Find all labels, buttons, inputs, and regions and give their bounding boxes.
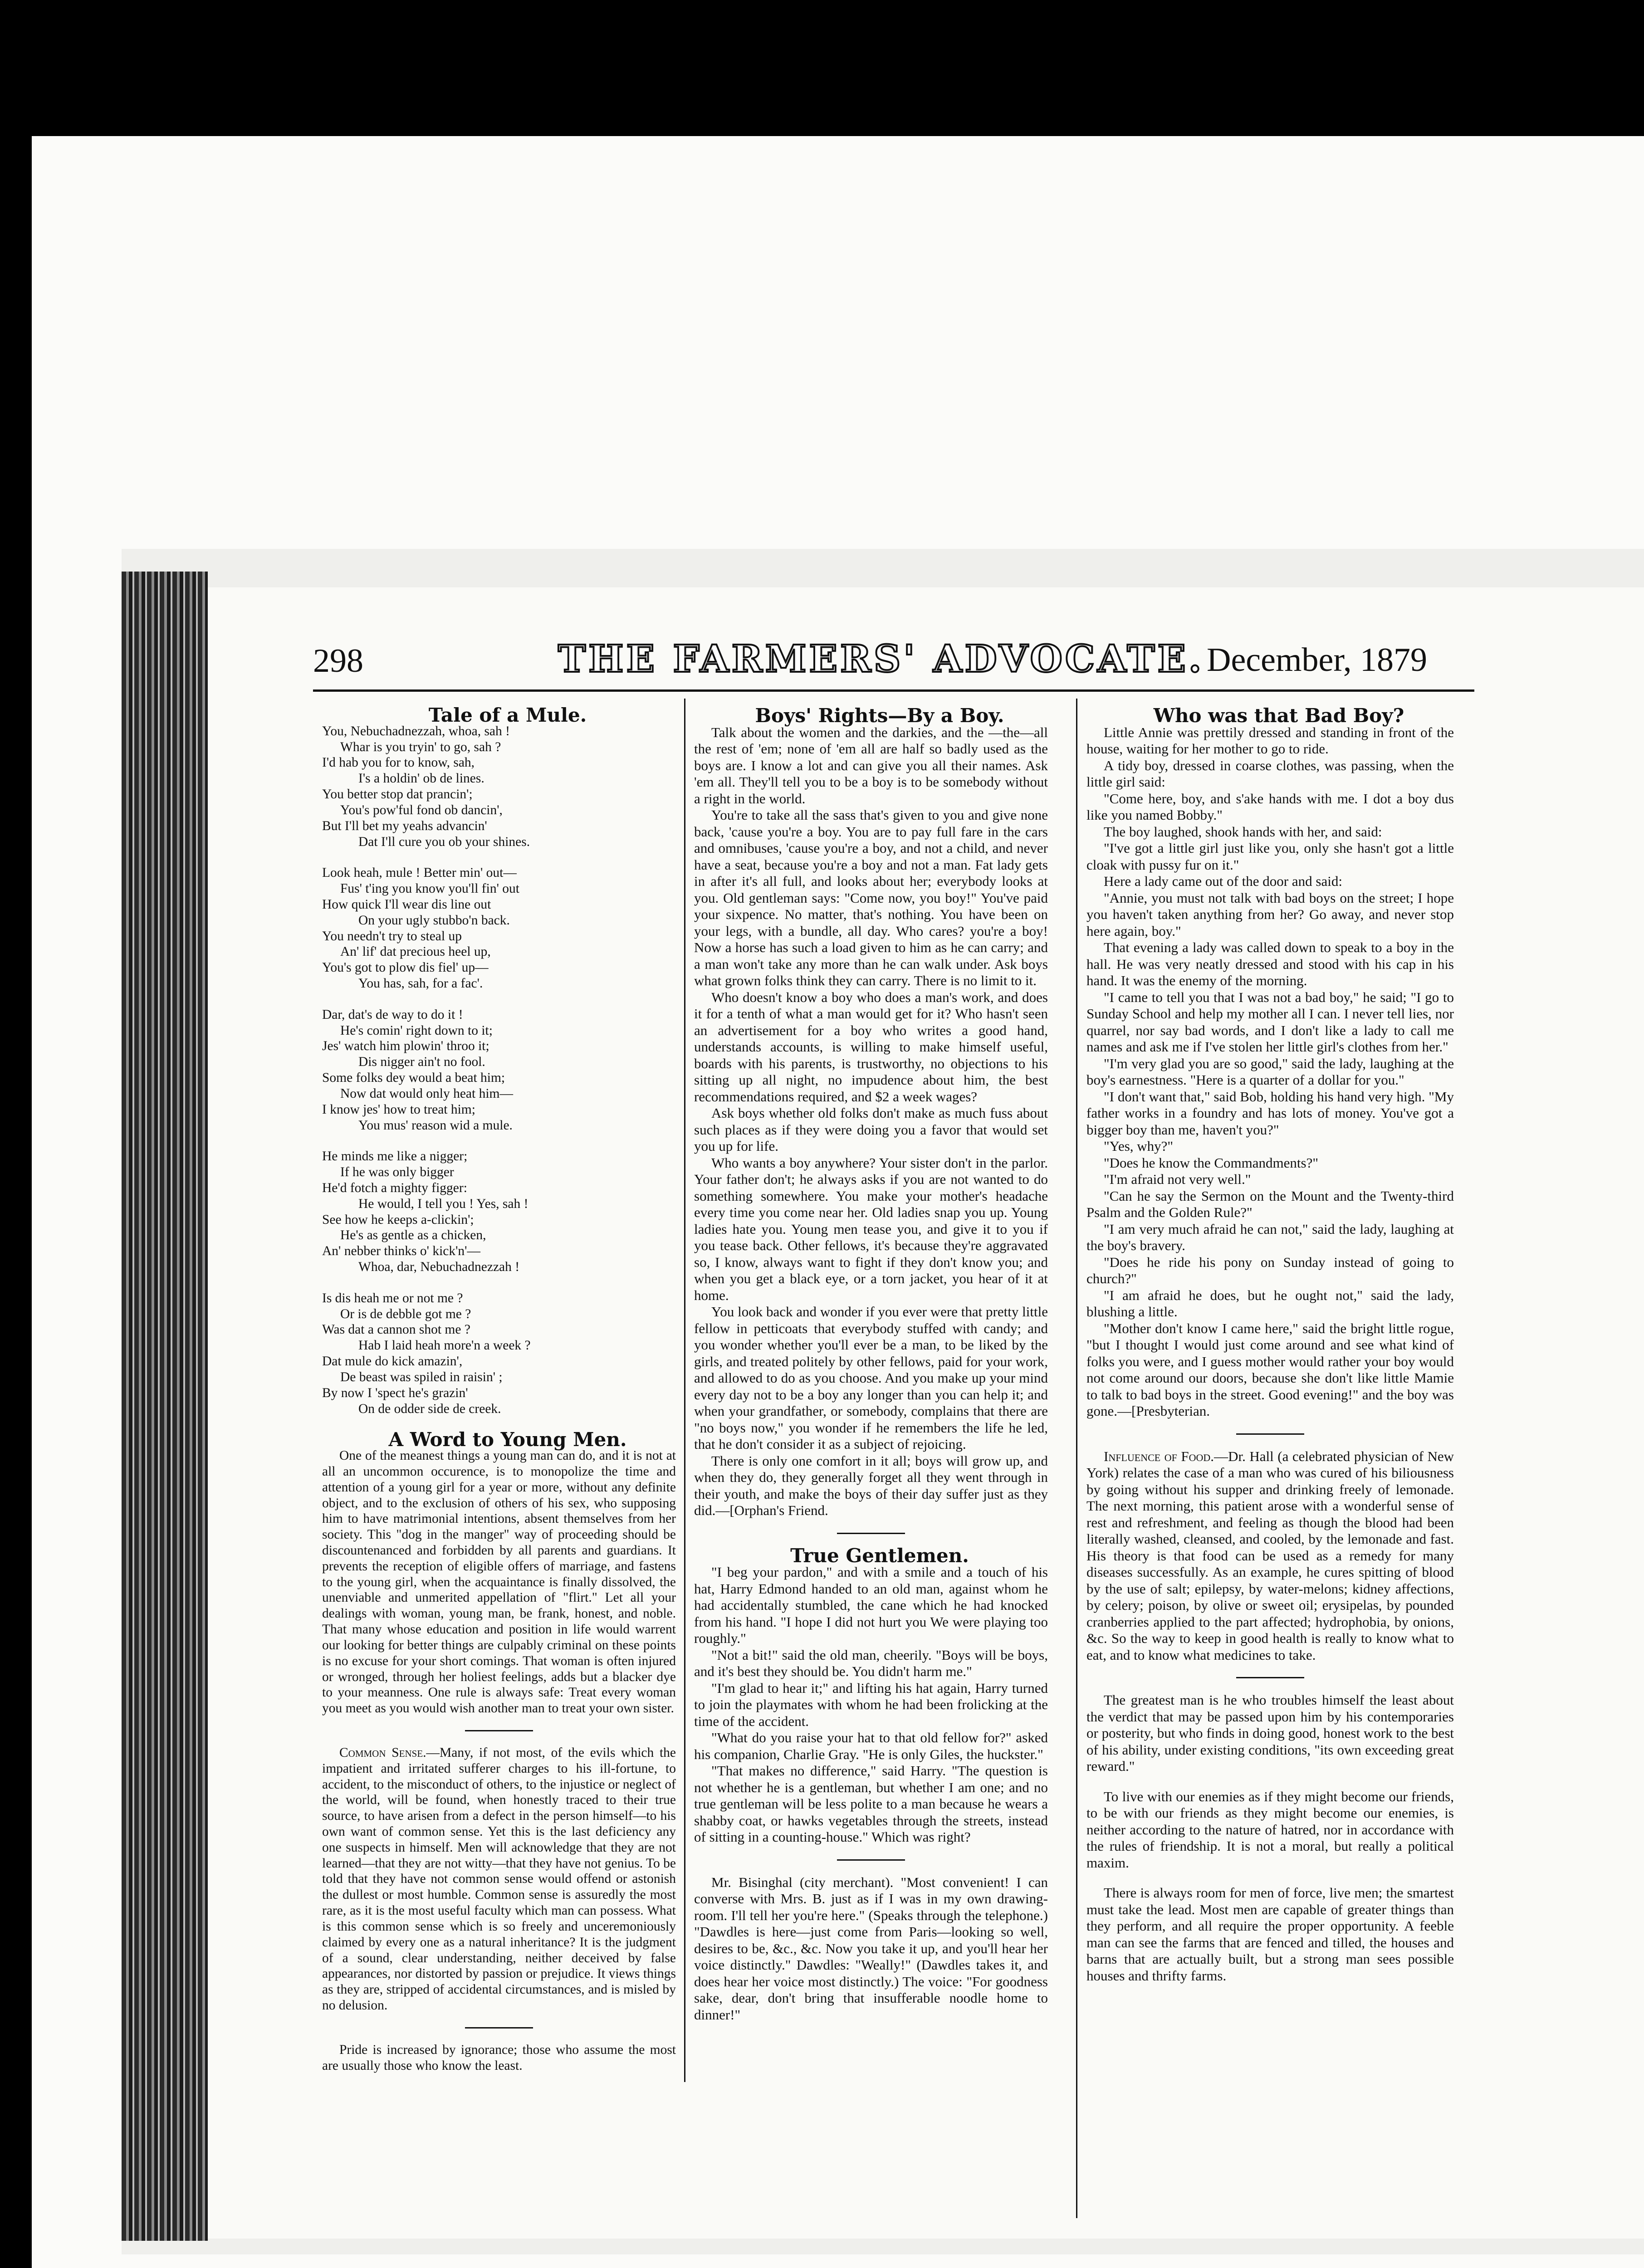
poem-line: Whar is you tryin' to go, sah ? [340,739,501,754]
paragraph: There is only one comfort in it all; boys will grow up, and when they do, they generally forget all they went through in their youth, and make the boys of their day suffer just as they did.—[Orphan's Friend. [694,1452,1048,1518]
poem-line: But I'll bet my yeahs advancin' [322,818,487,833]
poem-line: An' nebber thinks o' kick'n'— [322,1244,480,1259]
poem-line: On your ugly stubbo'n back. [358,913,510,928]
paragraph: "What do you raise your hat to that old fellow for?" asked his companion, Charlie Gray. "He is only Giles, the huckster." [694,1730,1048,1762]
poem-line: You mus' reason wid a mule. [358,1118,513,1133]
paragraph: "Does he ride his pony on Sunday instead of going to church?" [1086,1254,1454,1286]
paragraph: A tidy boy, dressed in coarse clothes, was passing, when the little girl said: [1086,757,1454,790]
bad-boy-title: Who was that Bad Boy? [1153,704,1404,727]
paragraph: The boy laughed, shook hands with her, and said: [1104,823,1382,840]
paragraph: Who doesn't know a boy who does a man's work, and does it for a tenth of what a man would get for it? Who hasn't seen an advertisement for a boy who writes a good hand, understands accounts, is willing to make himself useful, boards with his parents, is trustworthy, no objections to his sitting up all night, no impudence about him, the best recommendations required, and $2 a week wages? [694,989,1048,1105]
paragraph: "I beg your pardon," and with a smile and a touch of his hat, Harry Edmond handed to an old man, against whom he had accidentally stumbled, the cane which he had knocked from his hand. "I hope I did not hurt you We were playing too roughly." [694,1564,1048,1646]
true-gentlemen-article [694,1564,1048,1846]
poem-line: You needn't try to steal up [322,929,462,943]
paragraph: Ask boys whether old folks don't make as much fuss about such places as if they were doing you a favor that would set you up for life. [694,1105,1048,1154]
poem-line: You's pow'ful fond ob dancin', [340,802,503,817]
poem-line: Dar, dat's de way to do it ! [322,1007,463,1022]
poem-line: He minds me like a nigger; [322,1149,468,1164]
column-1 [322,704,676,2073]
book-binding [122,572,208,2241]
poem-stanza [322,865,676,992]
bad-boy-article [1086,724,1454,1420]
food-text: Influence of Food.—Dr. Hall (a celebrated physician of New York) relates the case of a man who was cured of his biliousness by going without his supper and drinking freely of lemonade. The next morning, this patient arose with a wonderful sense of rest and refreshment, and feeling as though the blood had been literally washed, cleansed, and cooled, by the lemonade and fast. His theory is that food can be used as a remedy for many diseases successfully. As an example, he cures spitting of blood by the use of salt; epilepsy, by water-melons; kidney affections, by celery; poison, by olive or sweet oil; erysipelas, by pounded cranberries applied to the part affected; hydrophobia, by onions, &c. So the way to keep in good health is really to know what to eat, and to know what medicines to take. [1086,1448,1454,1663]
issue-date: December, 1879 [1207,641,1428,679]
paragraph: "I'm afraid not very well." [1104,1171,1251,1187]
poem-line: Was dat a cannon shot me ? [322,1322,470,1337]
poem-line: Whoa, dar, Nebuchadnezzah ! [358,1260,520,1274]
poem-title: Tale of a Mule. [428,704,587,726]
poem-line: He's comin' right down to it; [340,1023,493,1038]
divider [465,1730,533,1731]
paragraph: "Yes, why?" [1104,1138,1174,1154]
paragraph: Little Annie was prettily dressed and standing in front of the house, waiting for her mother to go to ride. [1086,724,1454,757]
paragraph: "Not a bit!" said the old man, cheerily. "Boys will be boys, and it's best they should be. You didn't harm me." [694,1647,1048,1679]
common-sense-text: Common Sense.—Many, if not most, of the evils which the impatient and irritated sufferer charges to his ill-fortune, to accident, to the misconduct of others, to the injustice or neglect of the world, will be found, when honestly traced to their true source, to have arisen from a defect in the person himself—to his own want of common sense. Yet this is the last deficiency any one suspects in himself. Men will acknowledge that they are not learned—that they are not witty—that they have not genius. To be told that they have not common sense would offend or astonish the dullest or most humble. Common sense is assuredly the most rare, as it is the most useful faculty which man can possess. What is this common sense which is so freely and unceremoniously claimed by every one as a natural inheritance? It is the judgment of a sound, clear understanding, neither deceived by false appearances, nor distorted by passion or prejudice. It views things as they are, stripped of accidental circumstances, and is misled by no delusion. [322,1745,676,2013]
divider [837,1533,905,1534]
column-rule-2 [1076,699,1077,2218]
boys-rights-title: Boys' Rights—By a Boy. [755,704,1004,727]
poem-line: He's as gentle as a chicken, [340,1228,486,1243]
common-sense-heading: Common Sense. [339,1745,426,1760]
article-text: One of the meanest things a young man can do, and it is not at all an uncommon occurence, is to monopolize the time and attention of a young girl for a year or more, without any definite object, and to the exclusion of others of his sex, who supposing him to have matrimonial intentions, absent themselves from her society. This "dog in the manger" way of proceeding should be discountenanced and forbidden by all parents and guardians. It prevents the reception of eligible offers of marriage, and fastens to the young girl, when the acquaintance is finally dissolved, the unenviable and unmerited appellation of "flirt." Let all your dealings with woman, young man, be frank, honest, and noble. That many whose education and position in life would warrent our looking for better things are culpably criminal on these points is no excuse for your short comings. That woman is often injured or wronged, through her holiest feelings, adds but a blacker dye to your meanness. One rule is always safe: Treat every woman you meet as you would wish another man to treat your own sister. [322,1448,676,1716]
column-2 [694,704,1048,2023]
poem-line: Now dat would only heat him— [340,1086,513,1101]
poem-line: Some folks dey would a beat him; [322,1070,505,1085]
poem-line: How quick I'll wear dis line out [322,897,491,912]
poem-line: See how he keeps a-clickin'; [322,1212,474,1227]
maxims [1086,1692,1454,1984]
poem-stanza [322,1149,676,1275]
article-title: A Word to Young Men. [388,1428,627,1451]
true-gentlemen-title: True Gentlemen. [790,1544,969,1567]
poem-stanza [322,1290,676,1417]
poem [322,723,676,1417]
paragraph: Here a lady came out of the door and said: [1104,873,1342,889]
poem-line: Jes' watch him plowin' throo it; [322,1039,489,1054]
poem-line: Is dis heah me or not me ? [322,1290,463,1305]
poem-line: He would, I tell you ! Yes, sah ! [358,1196,528,1211]
poem-line: Dat I'll cure you ob your shines. [358,834,530,849]
header-rule [313,689,1474,692]
paragraph: "I am afraid he does, but he ought not," said the lady, blushing a little. [1086,1287,1454,1320]
poem-line: On de odder side de creek. [358,1401,501,1416]
poem-line: By now I 'spect he's grazin' [322,1385,468,1400]
poem-line: You better stop dat prancin'; [322,787,473,802]
poem-line: You's got to plow dis fiel' up— [322,960,489,975]
pride-text: Pride is increased by ignorance; those who assume the most are usually those who know the least. [322,2042,676,2073]
paragraph: "Mother don't know I came here," said the bright little rogue, "but I thought I would just come around and see what kind of folks you were, and I guess mother would rather your boy would not come around our doors, because she don't like little Mamie to talk to bad boys in the street. Good evening!" and the boy was gone.—[Presbyterian. [1086,1320,1454,1419]
page-number: 298 [313,642,363,679]
poem-line: Dis nigger ain't no fool. [358,1055,485,1070]
paragraph: Who wants a boy anywhere? Your sister don't in the parlor. Your father don't; he always asks if you are not wanted to do something somewhere. You make your mother's headache every time you come near her. Old ladies snap you up. Young ladies hate you. Young men tease you, and give it to you if you tease back. Other fellows, it's because they're aggravated so, I know, always want to fight if they don't know you; and when you get a black eye, or a torn jacket, you hear of it at home. [694,1154,1048,1303]
paragraph: "Can he say the Sermon on the Mount and the Twenty-third Psalm and the Golden Rule?" [1086,1188,1454,1220]
divider [1236,1433,1304,1435]
paragraph: Talk about the women and the darkies, and the —the—all the rest of 'em; none of 'em all are half so badly used as the boys are. I know a lot and can give you all their names. Ask 'em all. They'll tell you to be a boy is to be somebody without a right in the world. [694,724,1048,807]
paragraph: "Does he know the Commandments?" [1104,1154,1319,1171]
paragraph: You look back and wonder if you ever were that pretty little fellow in petticoats that everybody stuffed with candy; and you wonder whether you'll ever be a man, to be liked by the girls, and treated politely by other fellows, paid for your work, and allowed to do as you choose. And you make up your mind every day not to be a boy any longer than you can help it; and when your grandfather, or somebody, complains that there are "no boys now," you wonder if he remembers the life he led, that he don't consider it as a subject of rejoicing. [694,1304,1048,1452]
paragraph: "I came to tell you that I was not a bad boy," he said; "I go to Sunday School and help my mother all I can. I never tell lies, nor quarrel, nor say bad words, and I don't like a lady to call me names and ask me if I've stolen her little girl's clothes from her." [1086,989,1454,1055]
paragraph: "That makes no difference," said Harry. "The question is not whether he is a gentleman, but whether I am one; and no true gentleman will be less polite to a man because he wears a shabby coat, or hawks vegetables through the streets, instead of sitting in a counting-house." Which was right? [694,1763,1048,1845]
poem-line: He'd fotch a mighty figger: [322,1180,467,1195]
paragraph: "I've got a little girl just like you, only she hasn't got a little cloak with pussy fur on it." [1086,840,1454,873]
paragraph: To live with our enemies as if they might become our friends, to be with our friends as they might become our enemies, is neither according to the nature of hatred, nor in accordance with the rules of friendship. It is not a moral, but really a political maxim. [1086,1788,1454,1871]
bisinghal-text: Mr. Bisinghal (city merchant). "Most convenient! I can converse with Mrs. B. just as if I was in my own drawing-room. I'll tell her you're here." (Speaks through the telephone.) "Dawdles is here—just come from Paris—looking so well, desires to be, &c., &c. Now you take it up, and you'll hear her voice distinctly." Dawdles: "Weally!" (Dawdles takes it, and does hear her voice most distinctly.) The voice: "For goodness sake, dear, don't bring that insufferable noodle home to dinner!" [694,1874,1048,2023]
paragraph: The greatest man is he who troubles himself the least about the verdict that may be passed upon him by his contemporaries or posterity, but who finds in doing good, honest work to the best of his ability, under existing conditions, "its own exceeding great reward." [1086,1692,1454,1774]
paragraph: There is always room for men of force, live men; the smartest must take the lead. Most men are capable of greater things than they perform, and all require the proper opportunity. A feeble man can see the farms that are fenced and tilled, the houses and barns that are actually built, but a strong man sees possible houses and thrifty farms. [1086,1885,1454,1984]
poem-line: Hab I laid heah more'n a week ? [358,1338,531,1353]
poem-line: You has, sah, for a fac'. [358,976,483,991]
paragraph: "I don't want that," said Bob, holding his hand very high. "My father works in a foundry and has lots of money. You've got a bigger boy than me, haven't you?" [1086,1088,1454,1138]
paragraph: "I am very much afraid he can not," said the lady, laughing at the boy's bravery. [1086,1221,1454,1253]
page-header [313,633,1474,687]
poem-stanza [322,1007,676,1134]
poem-line: Look heah, mule ! Better min' out— [322,865,517,880]
paragraph: "Come here, boy, and s'ake hands with me. I dot a boy dus like you named Bobby." [1086,790,1454,823]
masthead: THE FARMERS' ADVOCATE. [558,637,1204,681]
divider [837,1859,905,1861]
paragraph: You're to take all the sass that's given to you and give none back, 'cause you're a boy. You are to pay full fare in the cars and omnibuses, 'cause you're a boy, and not a child, and never have a seat, because you're a boy and not a man. Fat lady gets in after it's all full, and looks about her; everybody looks at you. Old gentleman says: "Come now, you boy!" You've paid your sixpence. No matter, that's nothing. You have been on your legs, with a bundle, all day. Who cares? you're a boy! Now a horse has such a load given to him as he can carry; and a man won't take any more than he can walk under. Ask boys what grown folks think they can carry. There is no limit to it. [694,807,1048,988]
paragraph: That evening a lady was called down to speak to a boy in the hall. He was very neatly dressed and stood with his cap in his hand. It was the enemy of the morning. [1086,939,1454,988]
poem-line: If he was only bigger [340,1165,454,1180]
poem-line: Or is de debble got me ? [340,1306,471,1321]
boys-rights-article [694,724,1048,1519]
divider [1236,1677,1304,1678]
poem-line: De beast was spiled in raisin' ; [340,1369,503,1384]
poem-line: You, Nebuchadnezzah, whoa, sah ! [322,723,510,738]
column-rule-1 [684,699,685,2082]
poem-line: An' lif' dat precious heel up, [340,944,491,959]
paragraph: "I'm glad to hear it;" and lifting his hat again, Harry turned to join the playmates with whom he had been frolicking at the time of the accident. [694,1680,1048,1729]
poem-line: I's a holdin' ob de lines. [358,771,484,786]
food-heading: Influence of Food. [1104,1448,1214,1464]
paragraph: "Annie, you must not talk with bad boys on the street; I hope you haven't taken anything from her? Go away, and never stop here again, boy." [1086,890,1454,939]
poem-line: I know jes' how to treat him; [322,1102,475,1117]
divider [465,2027,533,2028]
poem-stanza [322,723,676,850]
column-3 [1086,704,1454,1984]
paragraph: "I'm very glad you are so good," said the lady, laughing at the boy's earnestness. "Here is a quarter of a dollar for you." [1086,1055,1454,1088]
poem-line: I'd hab you for to know, sah, [322,755,475,770]
poem-line: Dat mule do kick amazin', [322,1354,463,1369]
poem-line: Fus' t'ing you know you'll fin' out [340,881,519,896]
